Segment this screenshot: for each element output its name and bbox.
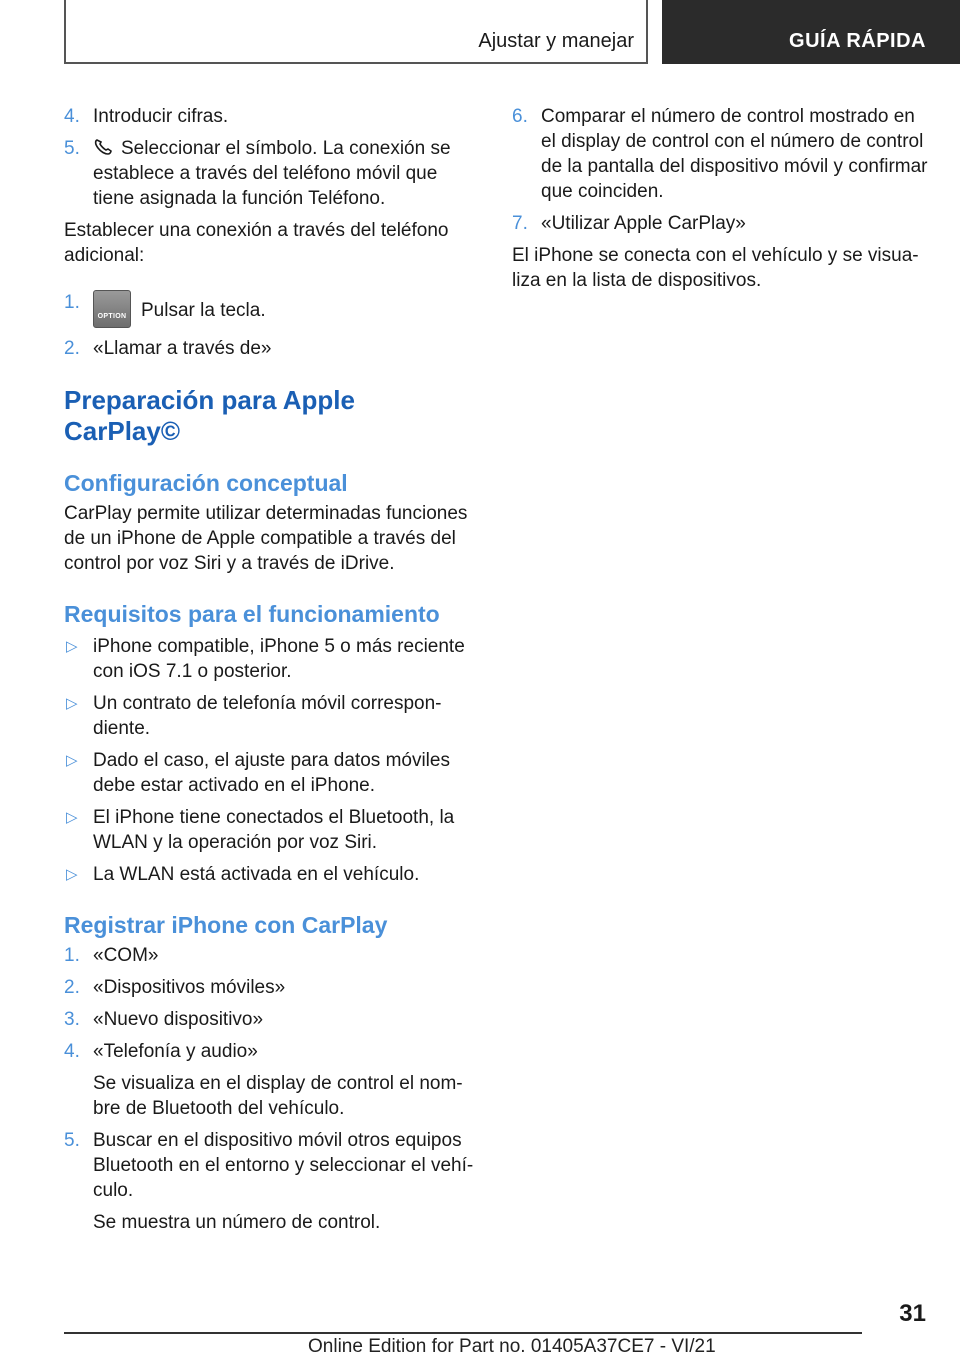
triangle-right-icon: ▷ xyxy=(66,809,78,826)
list-item xyxy=(64,104,476,129)
step-number: 5. xyxy=(64,1130,80,1151)
list-item xyxy=(64,1128,476,1203)
option-button-icon xyxy=(93,290,131,328)
bullet-text: Dado el caso, el ajuste para datos móviles debe estar activado en el iPhone. xyxy=(93,750,450,796)
paragraph: El iPhone se conecta con el vehículo y se visua-liza en la lista de dispositivos. xyxy=(512,245,919,291)
list-item xyxy=(64,336,476,361)
step-text: Comparar el número de control mostrado en el display de control con el número de control de la pantalla del dispositivo móvil y confirmar que coinciden. xyxy=(541,106,928,202)
list-item xyxy=(64,943,476,968)
footer-divider xyxy=(64,1332,862,1334)
step-text: Buscar en el dispositivo móvil otros equipos Bluetooth en el entorno y seleccionar el vehí-culo. xyxy=(93,1130,474,1201)
step-note: Se visualiza en el display de control el nom-bre de Bluetooth del vehículo. xyxy=(93,1073,463,1119)
step-number: 2. xyxy=(64,977,80,998)
step-number: 6. xyxy=(512,106,528,127)
phone-handset-icon xyxy=(93,138,115,156)
header-guide-tab[interactable] xyxy=(662,0,960,64)
bullet-text: iPhone compatible, iPhone 5 o más reciente con iOS 7.1 o posterior. xyxy=(93,636,465,682)
step-text: Pulsar la tecla. xyxy=(141,300,266,321)
list-item xyxy=(64,634,476,684)
left-column xyxy=(64,104,476,1242)
section-heading-register: Registrar iPhone con CarPlay xyxy=(64,912,388,938)
page-title: Preparación para Apple CarPlay© xyxy=(64,385,355,446)
step-number: 7. xyxy=(512,213,528,234)
paragraph: Establecer una conexión a través del teléfono adicional: xyxy=(64,220,449,266)
list-item xyxy=(64,805,476,855)
step-text: «Llamar a través de» xyxy=(93,338,272,359)
right-column xyxy=(512,104,932,293)
triangle-right-icon: ▷ xyxy=(66,695,78,712)
list-item xyxy=(64,1007,476,1032)
triangle-right-icon: ▷ xyxy=(66,638,78,655)
step-text: «Utilizar Apple CarPlay» xyxy=(541,213,746,234)
list-item xyxy=(64,748,476,798)
header-section-title: Ajustar y manejar xyxy=(478,30,634,52)
list-item xyxy=(64,862,476,887)
footer-edition: Online Edition for Part no. 01405A37CE7 - VI/21 xyxy=(308,1336,716,1357)
triangle-right-icon: ▷ xyxy=(66,752,78,769)
step-text: Seleccionar el símbolo. La conexión se establece a través del teléfono móvil que tiene asignada la función Teléfono. xyxy=(93,138,451,209)
header-section-box xyxy=(64,0,648,64)
page-number: 31 xyxy=(899,1300,926,1327)
section-heading-concept: Configuración conceptual xyxy=(64,470,348,496)
step-text: «COM» xyxy=(93,945,159,966)
bullet-text: La WLAN está activada en el vehículo. xyxy=(93,864,420,885)
step-number: 4. xyxy=(64,1041,80,1062)
triangle-right-icon: ▷ xyxy=(66,866,78,883)
step-number: 4. xyxy=(64,106,80,127)
list-item xyxy=(64,290,476,328)
step-text: Introducir cifras. xyxy=(93,106,229,127)
step-number: 1. xyxy=(64,292,80,313)
step-text: «Telefonía y audio» xyxy=(93,1041,258,1062)
paragraph: CarPlay permite utilizar determinadas funciones de un iPhone de Apple compatible a través del control por voz Siri y a través de iDrive. xyxy=(64,503,468,574)
list-item xyxy=(64,1039,476,1064)
option-button-label: OPTION xyxy=(97,313,127,320)
step-number: 2. xyxy=(64,338,80,359)
section-heading-requirements: Requisitos para el funcionamiento xyxy=(64,601,440,627)
bullet-text: Un contrato de telefonía móvil correspon-diente. xyxy=(93,693,442,739)
bullet-text: El iPhone tiene conectados el Bluetooth, la WLAN y la operación por voz Siri. xyxy=(93,807,455,853)
step-number: 3. xyxy=(64,1009,80,1030)
step-note: Se muestra un número de control. xyxy=(93,1212,381,1233)
list-item xyxy=(64,691,476,741)
step-text: «Nuevo dispositivo» xyxy=(93,1009,264,1030)
list-item xyxy=(64,975,476,1000)
header-guide-label: GUÍA RÁPIDA xyxy=(789,30,926,52)
step-number: 5. xyxy=(64,138,80,159)
step-text: «Dispositivos móviles» xyxy=(93,977,286,998)
list-item xyxy=(512,211,932,236)
step-number: 1. xyxy=(64,945,80,966)
list-item xyxy=(64,136,476,211)
list-item xyxy=(512,104,932,204)
